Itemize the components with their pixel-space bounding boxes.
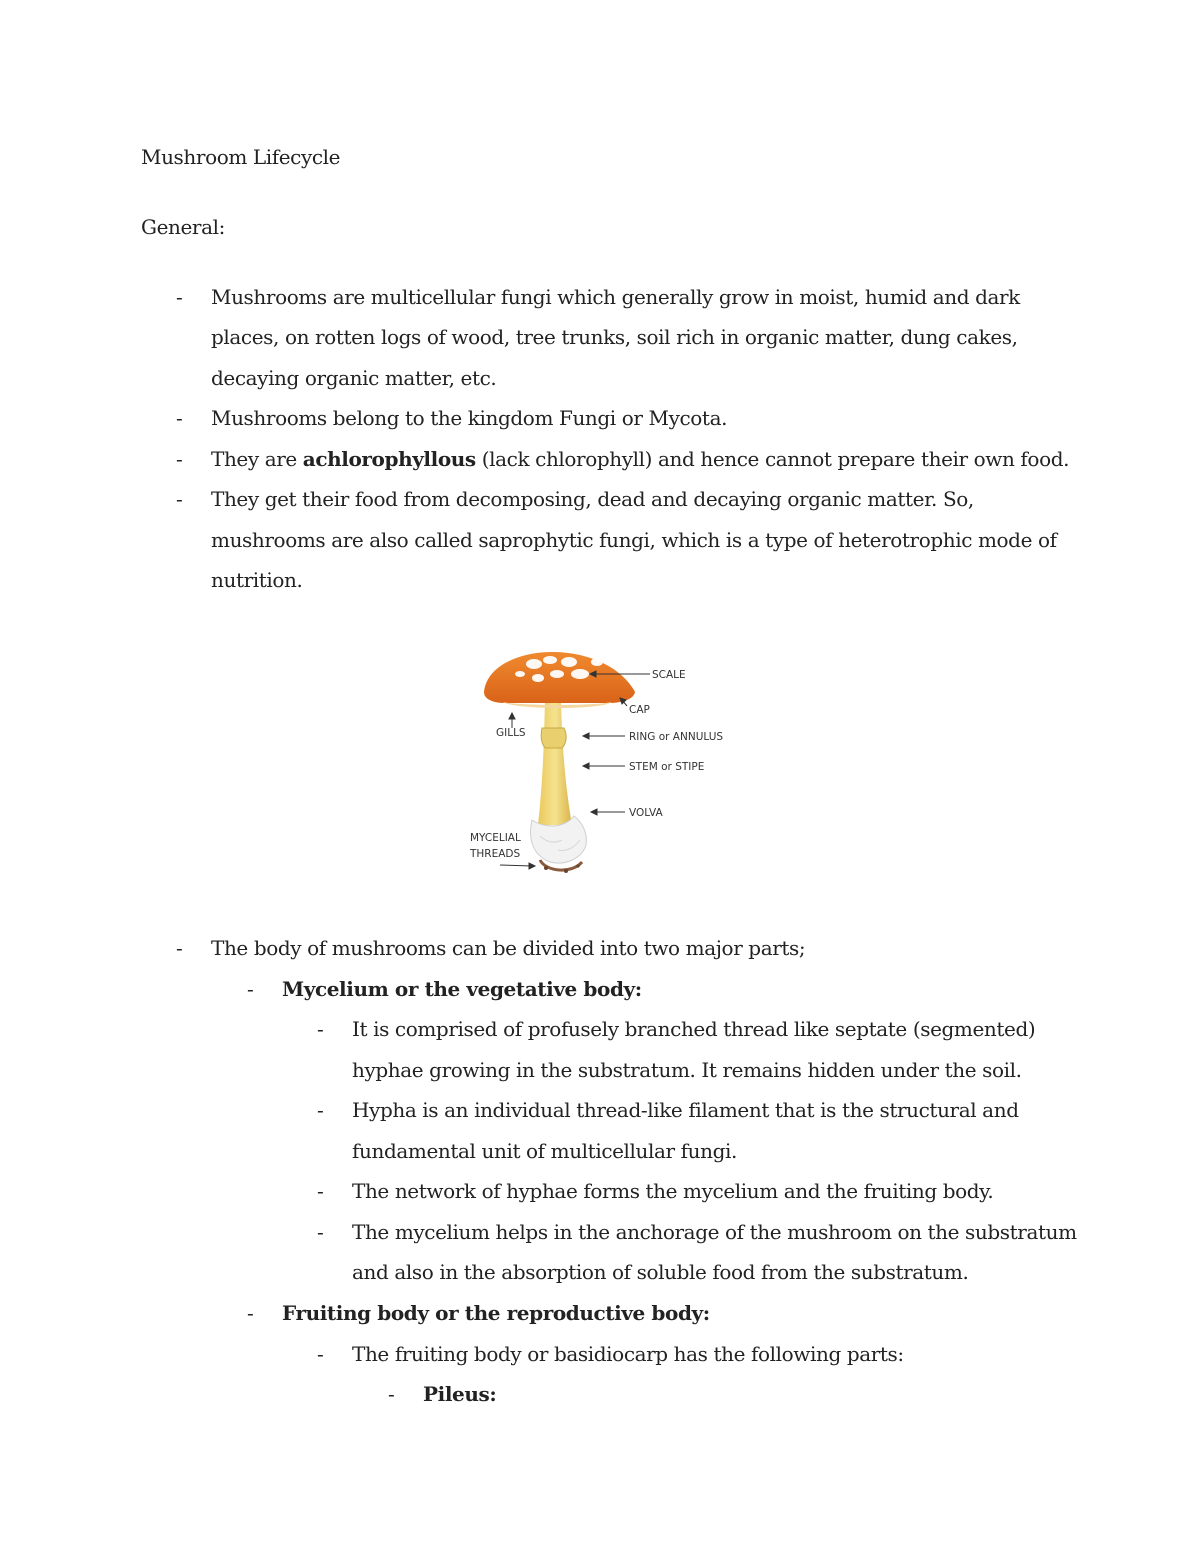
bullet-dash: -	[247, 977, 254, 1001]
document-title: Mushroom Lifecycle	[141, 145, 341, 169]
bullet-text: mushrooms are also called saprophytic fungi, which is a type of heterotrophic mode of	[211, 528, 1057, 552]
bullet-dash: -	[317, 1220, 324, 1244]
bullet-text: It is comprised of profusely branched thread like septate (segmented)	[352, 1017, 1036, 1041]
bullet-text: Mushrooms are multicellular fungi which generally grow in moist, humid and dark	[211, 285, 1020, 309]
subheading-pileus: Pileus:	[423, 1382, 497, 1406]
mushroom-diagram	[462, 640, 762, 885]
bullet-text: The network of hyphae forms the mycelium and the fruiting body.	[352, 1179, 994, 1203]
label-gills: GILLS	[496, 727, 526, 739]
text-run: (lack chlorophyll) and hence cannot prepare their own food.	[475, 447, 1070, 471]
bullet-text: places, on rotten logs of wood, tree trunks, soil rich in organic matter, dung cakes,	[211, 325, 1018, 349]
subheading-fruiting-body: Fruiting body or the reproductive body:	[282, 1301, 710, 1325]
bullet-dash: -	[176, 487, 183, 511]
bullet-text: decaying organic matter, etc.	[211, 366, 497, 390]
label-threads: THREADS	[470, 848, 521, 860]
bullet-dash: -	[176, 406, 183, 430]
bullet-text: nutrition.	[211, 568, 303, 592]
bullet-text: fundamental unit of multicellular fungi.	[352, 1139, 737, 1163]
ring-shape	[541, 728, 566, 748]
bullet-dash: -	[317, 1179, 324, 1203]
bullet-text: The body of mushrooms can be divided into two major parts;	[211, 936, 806, 960]
bullet-text: Hypha is an individual thread-like filament that is the structural and	[352, 1098, 1019, 1122]
mushroom-diagram-svg	[462, 640, 762, 885]
bullet-text	[211, 446, 1069, 472]
bullet-dash: -	[176, 936, 183, 960]
bullet-dash: -	[176, 285, 183, 309]
section-heading-general: General:	[141, 215, 225, 239]
stem-shape	[538, 698, 572, 825]
bullet-text: Mushrooms belong to the kingdom Fungi or Mycota.	[211, 406, 728, 430]
label-cap: CAP	[629, 704, 650, 716]
bullet-dash: -	[388, 1382, 395, 1406]
subheading-mycelium: Mycelium or the vegetative body:	[282, 977, 642, 1001]
bullet-dash: -	[317, 1017, 324, 1041]
text-run: They are	[211, 447, 303, 471]
bullet-dash: -	[317, 1342, 324, 1366]
bullet-text: hyphae growing in the substratum. It remains hidden under the soil.	[352, 1058, 1022, 1082]
bullet-dash: -	[176, 447, 183, 471]
label-scale: SCALE	[652, 669, 686, 681]
label-volva: VOLVA	[629, 807, 663, 819]
bullet-dash: -	[247, 1301, 254, 1325]
bullet-text: The mycelium helps in the anchorage of the mushroom on the substratum	[352, 1220, 1077, 1244]
label-ring: RING or ANNULUS	[629, 731, 724, 743]
label-mycelial: MYCELIAL	[470, 832, 521, 844]
bold-term: achlorophyllous	[302, 447, 476, 471]
label-stem: STEM or STIPE	[629, 761, 705, 773]
bullet-text: and also in the absorption of soluble food from the substratum.	[352, 1260, 969, 1284]
bullet-dash: -	[317, 1098, 324, 1122]
bullet-text: They get their food from decomposing, dead and decaying organic matter. So,	[211, 487, 974, 511]
bullet-text: The fruiting body or basidiocarp has the following parts:	[352, 1342, 904, 1366]
